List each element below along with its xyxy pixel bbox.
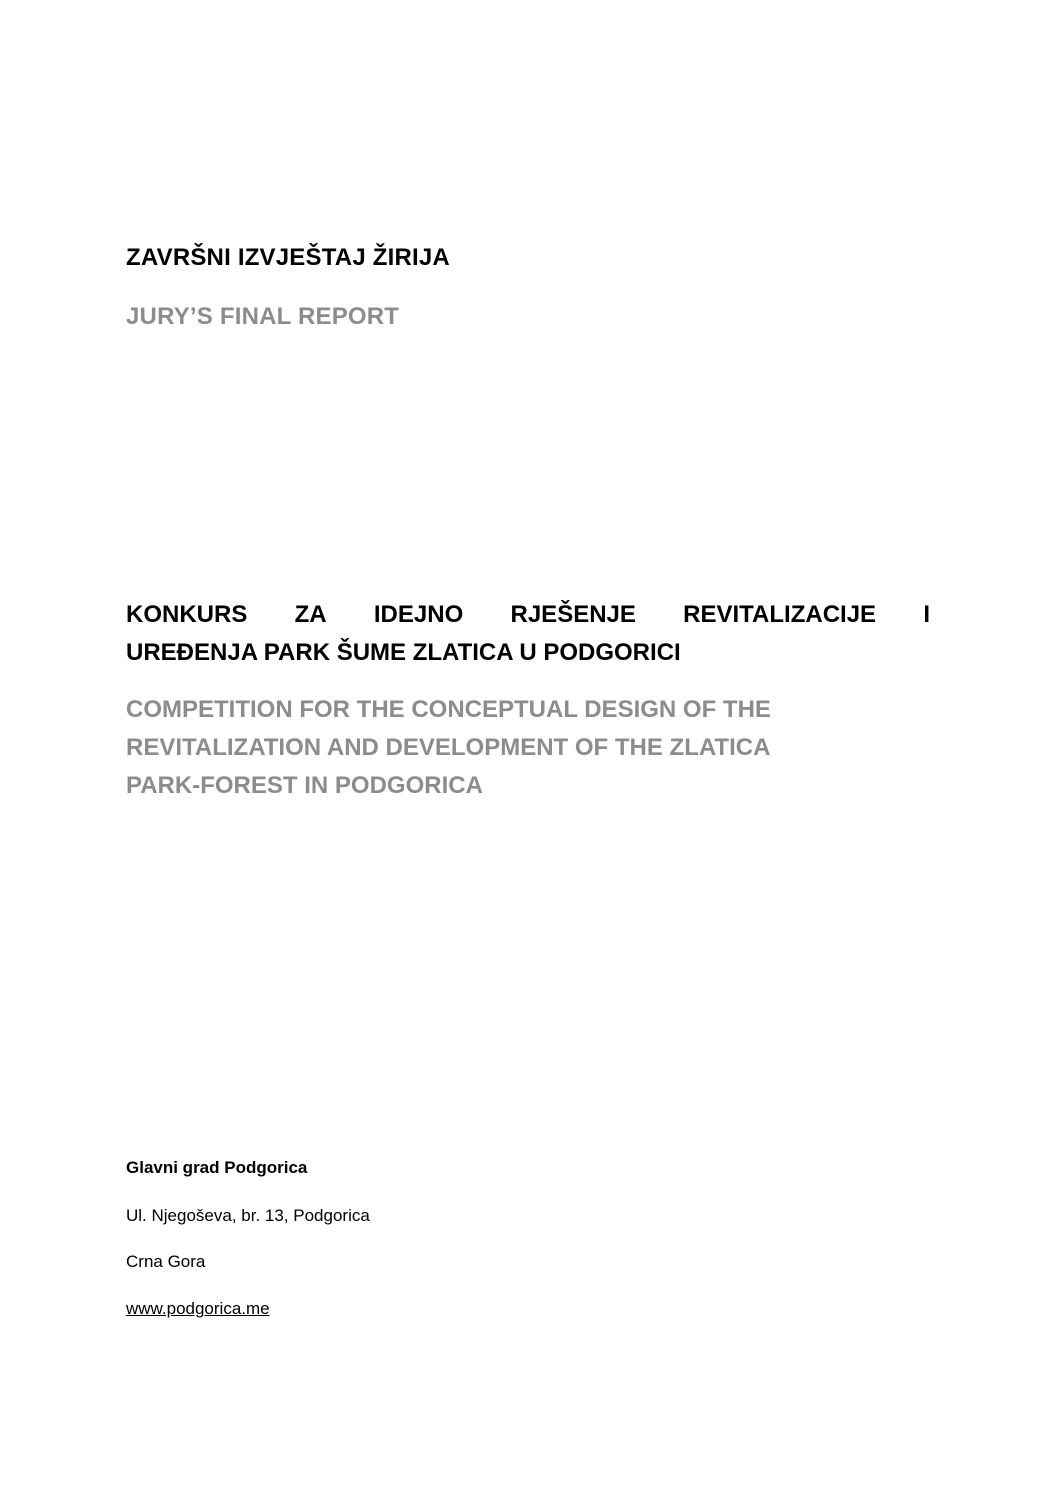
competition-title-english-line-1: COMPETITION FOR THE CONCEPTUAL DESIGN OF THE xyxy=(126,696,771,723)
organization-name: Glavni grad Podgorica xyxy=(126,1158,308,1177)
competition-title-english-line-2: REVITALIZATION AND DEVELOPMENT OF THE ZLATICA xyxy=(126,734,771,761)
country: Crna Gora xyxy=(126,1252,206,1271)
competition-title-local xyxy=(126,596,930,672)
competition-title-english xyxy=(126,691,930,805)
title-word: REVITALIZACIJE xyxy=(683,601,877,628)
competition-title-local-line-2: UREĐENJA PARK ŠUME ZLATICA U PODGORICI xyxy=(126,639,681,666)
title-word: IDEJNO xyxy=(373,601,464,628)
title-word: RJEŠENJE xyxy=(510,601,636,628)
title-word: ZA xyxy=(294,601,327,628)
competition-title-english-line-3: PARK-FOREST IN PODGORICA xyxy=(126,772,483,799)
title-word: I xyxy=(923,601,930,628)
title-word: KONKURS xyxy=(126,601,248,628)
competition-title-local-line-1 xyxy=(126,596,930,634)
report-title-local: ZAVRŠNI IZVJEŠTAJ ŽIRIJA xyxy=(126,244,450,271)
website-link[interactable]: www.podgorica.me xyxy=(126,1299,270,1318)
street-address: Ul. Njegoševa, br. 13, Podgorica xyxy=(126,1206,370,1225)
report-title-english: JURY’S FINAL REPORT xyxy=(126,303,400,330)
